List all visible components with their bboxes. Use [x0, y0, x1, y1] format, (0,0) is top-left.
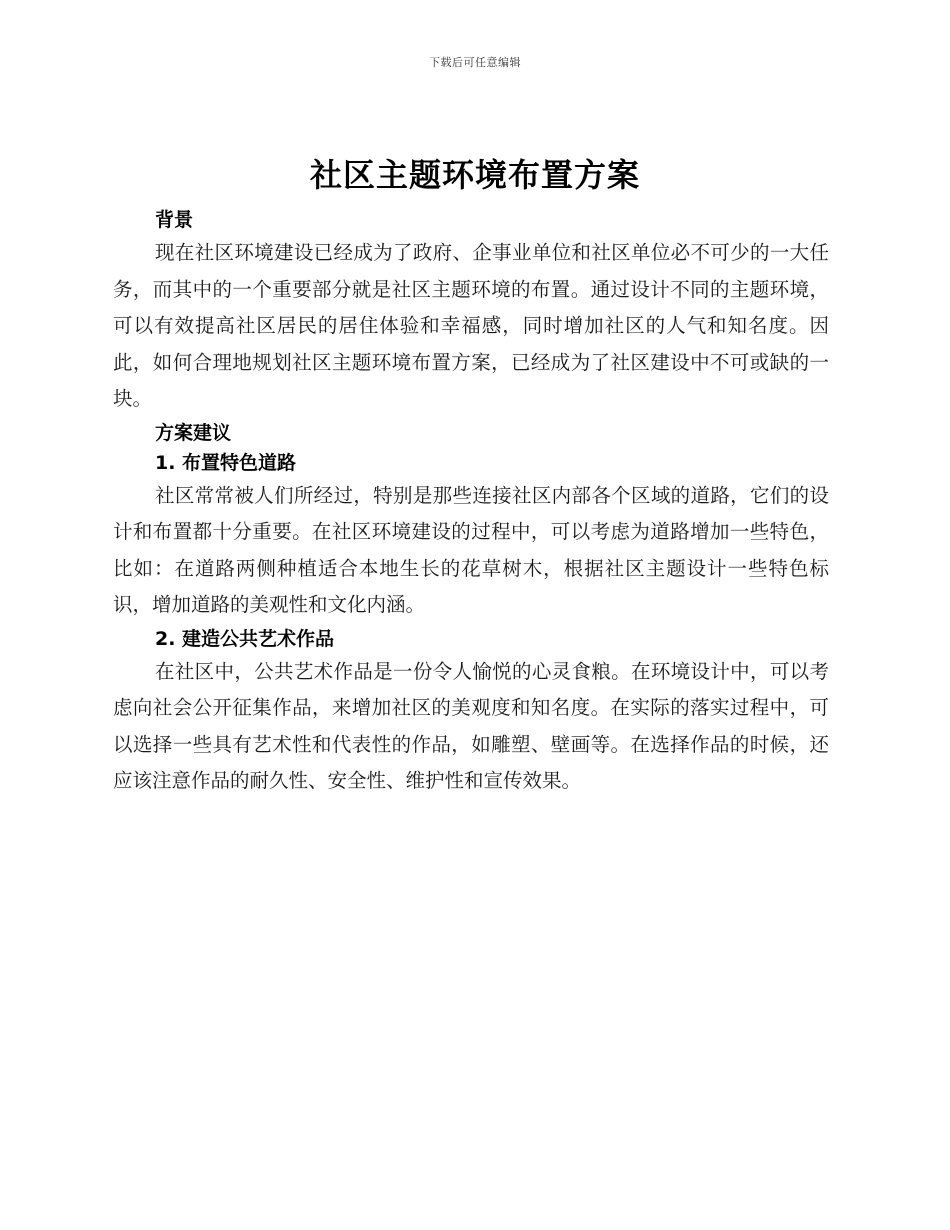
- paragraph-background: 现在社区环境建设已经成为了政府、企事业单位和社区单位必不可少的一大任务，而其中的一个重要部分就是社区主题环境的布置。通过设计不同的主题环境，可以有效提高社区居民的居住体验和幸福感，同时增加社区的人气和知名度。因此，如何合理地规划社区主题环境布置方案，已经成为了社区建设中不可或缺的一块。: [113, 241, 829, 410]
- subsection-heading-public-art: 2. 建造公共艺术作品: [155, 627, 335, 650]
- paragraph-roads: 社区常常被人们所经过，特别是那些连接社区内部各个区域的道路，它们的设计和布置都十分重要。在社区环境建设的过程中，可以考虑为道路增加一些特色，比如：在道路两侧种植适合本地生长的花草树木，根据社区主题设计一些特色标识，增加道路的美观性和文化内涵。: [113, 483, 829, 616]
- section-heading-plan: 方案建议: [155, 421, 232, 444]
- subsection-heading-roads: 1. 布置特色道路: [155, 451, 297, 474]
- paragraph-public-art: 在社区中，公共艺术作品是一份令人愉悦的心灵食粮。在环境设计中，可以考虑向社会公开征集作品，来增加社区的美观度和知名度。在实际的落实过程中，可以选择一些具有艺术性和代表性的作品，如雕塑、壁画等。在选择作品的时候，还应该注意作品的耐久性、安全性、维护性和宣传效果。: [113, 659, 829, 792]
- section-heading-background: 背景: [155, 209, 194, 231]
- header-note: 下载后可任意编辑: [429, 56, 521, 69]
- document-body: [113, 205, 829, 800]
- document-title: 社区主题环境布置方案: [309, 156, 640, 194]
